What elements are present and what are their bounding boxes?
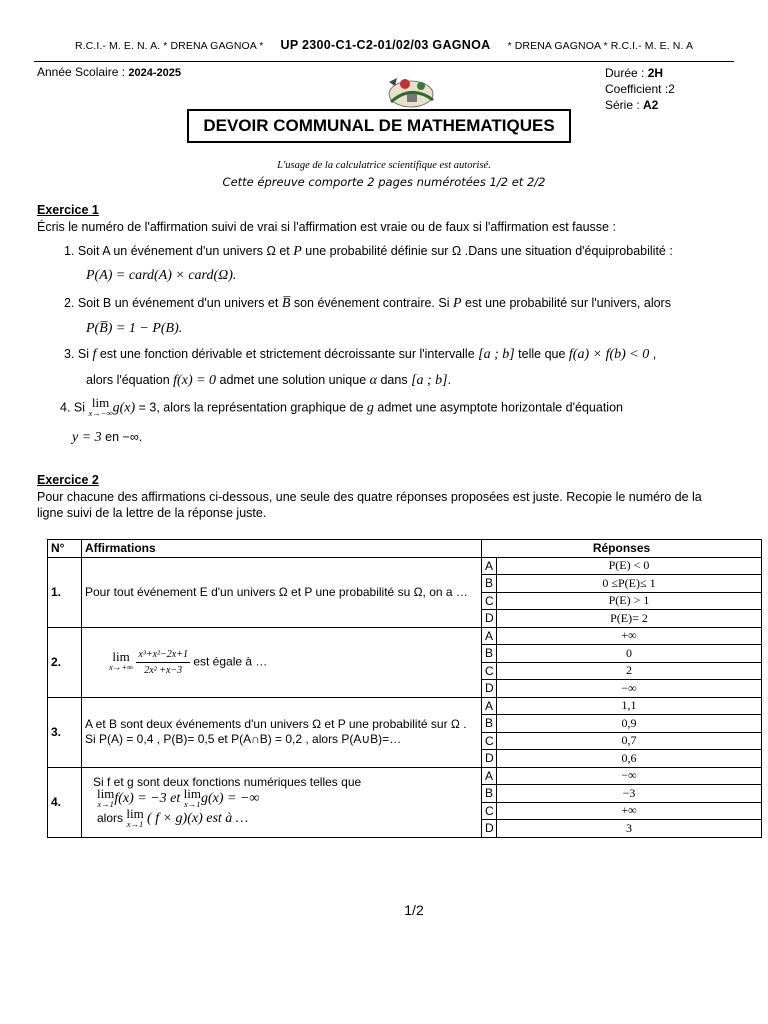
choice-answer: 2 [497, 662, 762, 680]
choice-answer: 0,6 [497, 750, 762, 768]
limit-symbol: lim x→+∞ [109, 649, 134, 672]
choice-answer: 0,7 [497, 732, 762, 750]
row-number: 4. [48, 767, 82, 837]
col-responses: Réponses [482, 540, 762, 558]
row-number: 2. [48, 627, 82, 697]
affirmation: lim x→+∞ $\frac{\text{x³+x²−2x+1}}{\text{2x² +x−3}}$ est égale à … [82, 627, 482, 697]
choice-answer: +∞ [497, 802, 762, 820]
choice-letter: A [482, 627, 497, 645]
table-header [48, 540, 762, 558]
choice-answer: P(E) > 1 [497, 592, 762, 610]
ex1-item-3: 3. Si f est une fonction dérivable et strictement décroissante sur l'intervalle [a ; b] telle que f(a) × f(b) < 0 , [64, 347, 657, 362]
choice-letter: D [482, 680, 497, 698]
choice-letter: D [482, 820, 497, 838]
affirmation: Pour tout événement E d'un univers Ω et P une probabilité su Ω, on a … [82, 557, 482, 627]
exercise-1-title: Exercice 1 [37, 203, 99, 217]
choice-letter: B [482, 785, 497, 803]
choice-letter: D [482, 750, 497, 768]
choice-answer: −3 [497, 785, 762, 803]
page-number: 1/2 [404, 902, 424, 918]
col-num: N° [48, 540, 82, 558]
header-center: UP 2300-C1-C2-01/02/03 GAGNOA [280, 38, 491, 52]
ex1-item-2-formula: P(B̅) = 1 − P(B). [86, 321, 183, 336]
choice-letter: D [482, 610, 497, 628]
choice-answer: −∞ [497, 767, 762, 785]
exercise-2-intro: Pour chacune des affirmations ci-dessous, une seule des quatre réponses proposées est juste. Recopie le numéro de la ligne suivi de la lettre de la réponse juste. [37, 490, 702, 520]
choice-letter: C [482, 592, 497, 610]
pages-note: Cette épreuve comporte 2 pages numérotées 1/2 et 2/2 [222, 175, 546, 189]
choice-letter: C [482, 802, 497, 820]
limit-symbol: lim x→1 [126, 806, 144, 829]
school-year [37, 65, 181, 79]
coefficient: Coefficient :2 [605, 82, 675, 96]
ex1-item-4: 4. Si lim x→−∞ g(x) = 3, alors la représentation graphique de g admet une asymptote horizontale d'équation [60, 395, 623, 418]
school-logo-icon [381, 74, 439, 110]
choice-answer: 3 [497, 820, 762, 838]
duration: Durée : 2H [605, 66, 664, 80]
choice-answer: 0,9 [497, 715, 762, 733]
choice-answer: 0 ≤P(E)≤ 1 [497, 575, 762, 593]
ex1-item-3-line2: alors l'équation f(x) = 0 admet une solution unique α dans [a ; b]. [86, 373, 452, 388]
choice-letter: B [482, 575, 497, 593]
choice-answer: 1,1 [497, 697, 762, 715]
fraction: $\frac{\text{x³+x²−2x+1}}{\text{2x² +x−3}}$ [138, 648, 188, 676]
exam-meta [605, 65, 675, 113]
header-rule [34, 61, 734, 62]
ex1-item-1-formula: P(A) = card(A) × card(Ω). [86, 268, 237, 283]
choice-answer: +∞ [497, 627, 762, 645]
limit-symbol: lim x→−∞ [88, 395, 113, 418]
page-header [0, 38, 768, 52]
choice-letter: A [482, 697, 497, 715]
ex1-item-1: 1. Soit A un événement d'un univers Ω et P une probabilité définie sur Ω .Dans une situation d'équiprobabilité : [64, 244, 673, 259]
header-right: * DRENA GAGNOA * R.C.I.- M. E. N. A [507, 40, 694, 52]
choice-answer: 0 [497, 645, 762, 663]
row-number: 1. [48, 557, 82, 627]
affirmation: A et B sont deux événements d'un univers Ω et P une probabilité sur Ω . Si P(A) = 0,4 , P(B)= 0,5 et P(A∩B) = 0,2 , alors P(A∪B)=… [82, 697, 482, 767]
table-row [48, 767, 762, 785]
serie: Série : A2 [605, 98, 659, 112]
ex1-item-2: 2. Soit B un événement d'un univers et B̅ son événement contraire. Si P est une probabilité sur l'univers, alors [64, 296, 671, 311]
choice-letter: C [482, 732, 497, 750]
choice-answer: P(E) < 0 [497, 557, 762, 575]
choice-letter: A [482, 557, 497, 575]
limit-symbol: lim x→1 [183, 786, 201, 809]
limit-symbol: lim x→1 [97, 786, 115, 809]
affirmation: Si f et g sont deux fonctions numériques telles que lim x→1 f(x) = −3 et lim x→1 g(x) = −∞ alors lim x→1 ( f × g)(x) est à … [82, 767, 482, 837]
table-row [48, 627, 762, 645]
choice-letter: B [482, 715, 497, 733]
choice-letter: A [482, 767, 497, 785]
table-row [48, 697, 762, 715]
col-affirmations: Affirmations [82, 540, 482, 558]
year-value: 2024-2025 [128, 67, 181, 79]
year-label: Année Scolaire : [37, 65, 129, 79]
table-row [48, 557, 762, 575]
choice-answer: −∞ [497, 680, 762, 698]
calculator-note: L'usage de la calculatrice scientifique est autorisé. [277, 160, 491, 171]
row-number: 3. [48, 697, 82, 767]
exam-title: DEVOIR COMMUNAL DE MATHEMATIQUES [187, 109, 571, 143]
answers-table [47, 539, 762, 838]
choice-answer: P(E)= 2 [497, 610, 762, 628]
choice-letter: C [482, 662, 497, 680]
ex1-item-4-line2: y = 3 en −∞. [72, 430, 143, 445]
header-left: R.C.I.- M. E. N. A. * DRENA GAGNOA * [74, 40, 264, 52]
choice-letter: B [482, 645, 497, 663]
exercise-2-title: Exercice 2 [37, 473, 99, 487]
exercise-1-intro: Écris le numéro de l'affirmation suivi de vrai si l'affirmation est vraie ou de faux si l'affirmation est fausse : [37, 220, 616, 234]
